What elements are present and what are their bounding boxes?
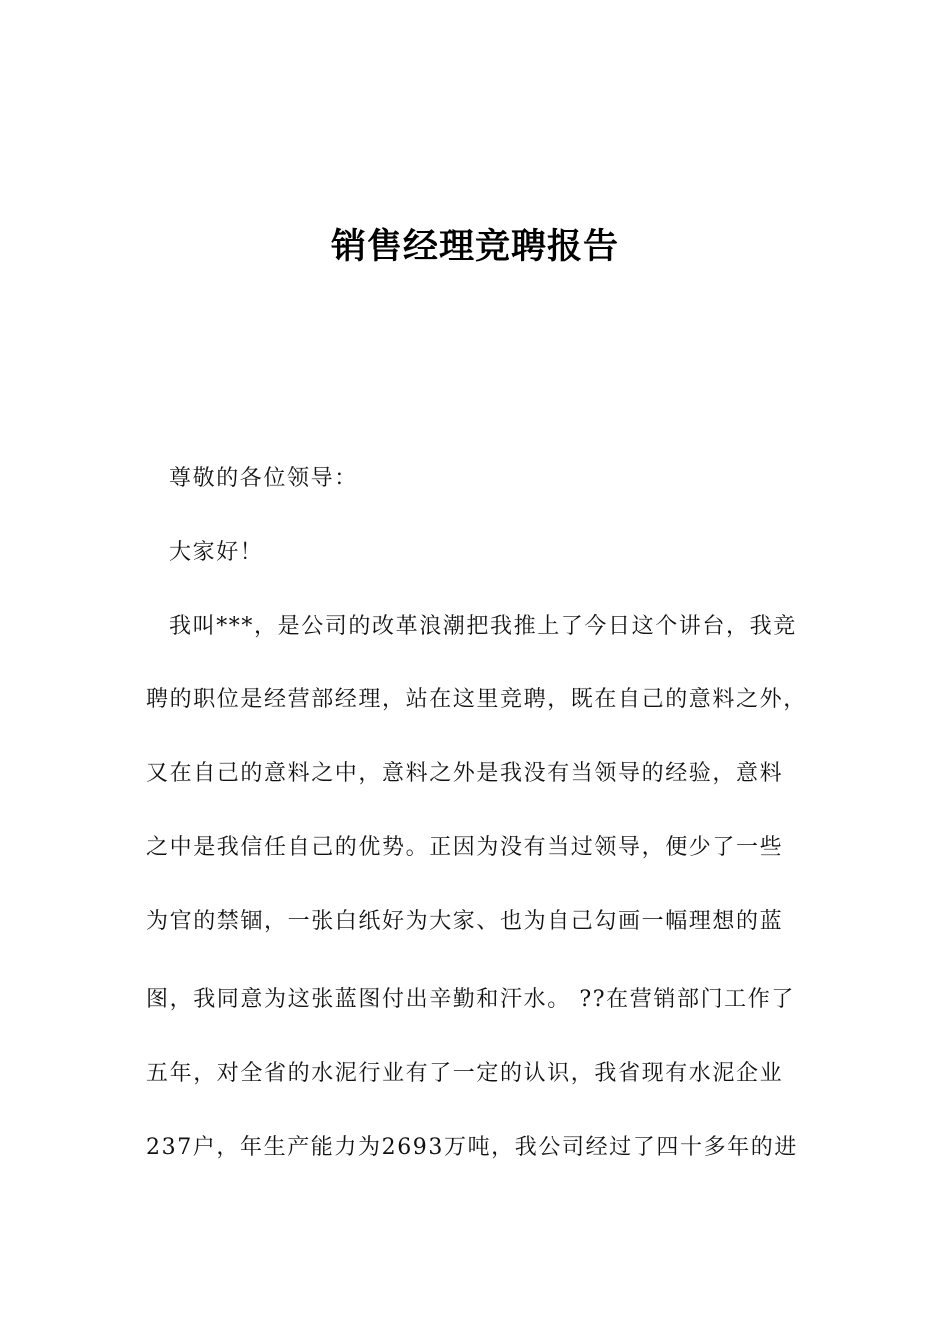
document-title: 销售经理竞聘报告 [330, 227, 619, 267]
body-text-line: 图，我同意为这张蓝图付出辛勤和汗水。 ??在营销部门工作了 [146, 987, 795, 1012]
body-text-line: 我叫***，是公司的改革浪潮把我推上了今日这个讲台，我竞 [169, 614, 797, 639]
salutation-line: 尊敬的各位领导： [169, 466, 358, 491]
body-text-line: 聘的职位是经营部经理，站在这里竞聘，既在自己的意料之外， [146, 687, 807, 712]
body-text-line: 237户，年生产能力为2693万吨，我公司经过了四十多年的进 [146, 1135, 798, 1160]
body-text-line: 为官的禁锢，一张白纸好为大家、也为自己勾画一幅理想的蓝 [146, 909, 784, 934]
greeting-line: 大家好！ [169, 540, 264, 565]
body-text-line: 又在自己的意料之中，意料之外是我没有当领导的经验，意料 [146, 761, 784, 786]
body-text-line: 之中是我信任自己的优势。正因为没有当过领导，便少了一些 [146, 835, 784, 860]
body-text-line: 五年，对全省的水泥行业有了一定的认识，我省现有水泥企业 [146, 1061, 784, 1086]
